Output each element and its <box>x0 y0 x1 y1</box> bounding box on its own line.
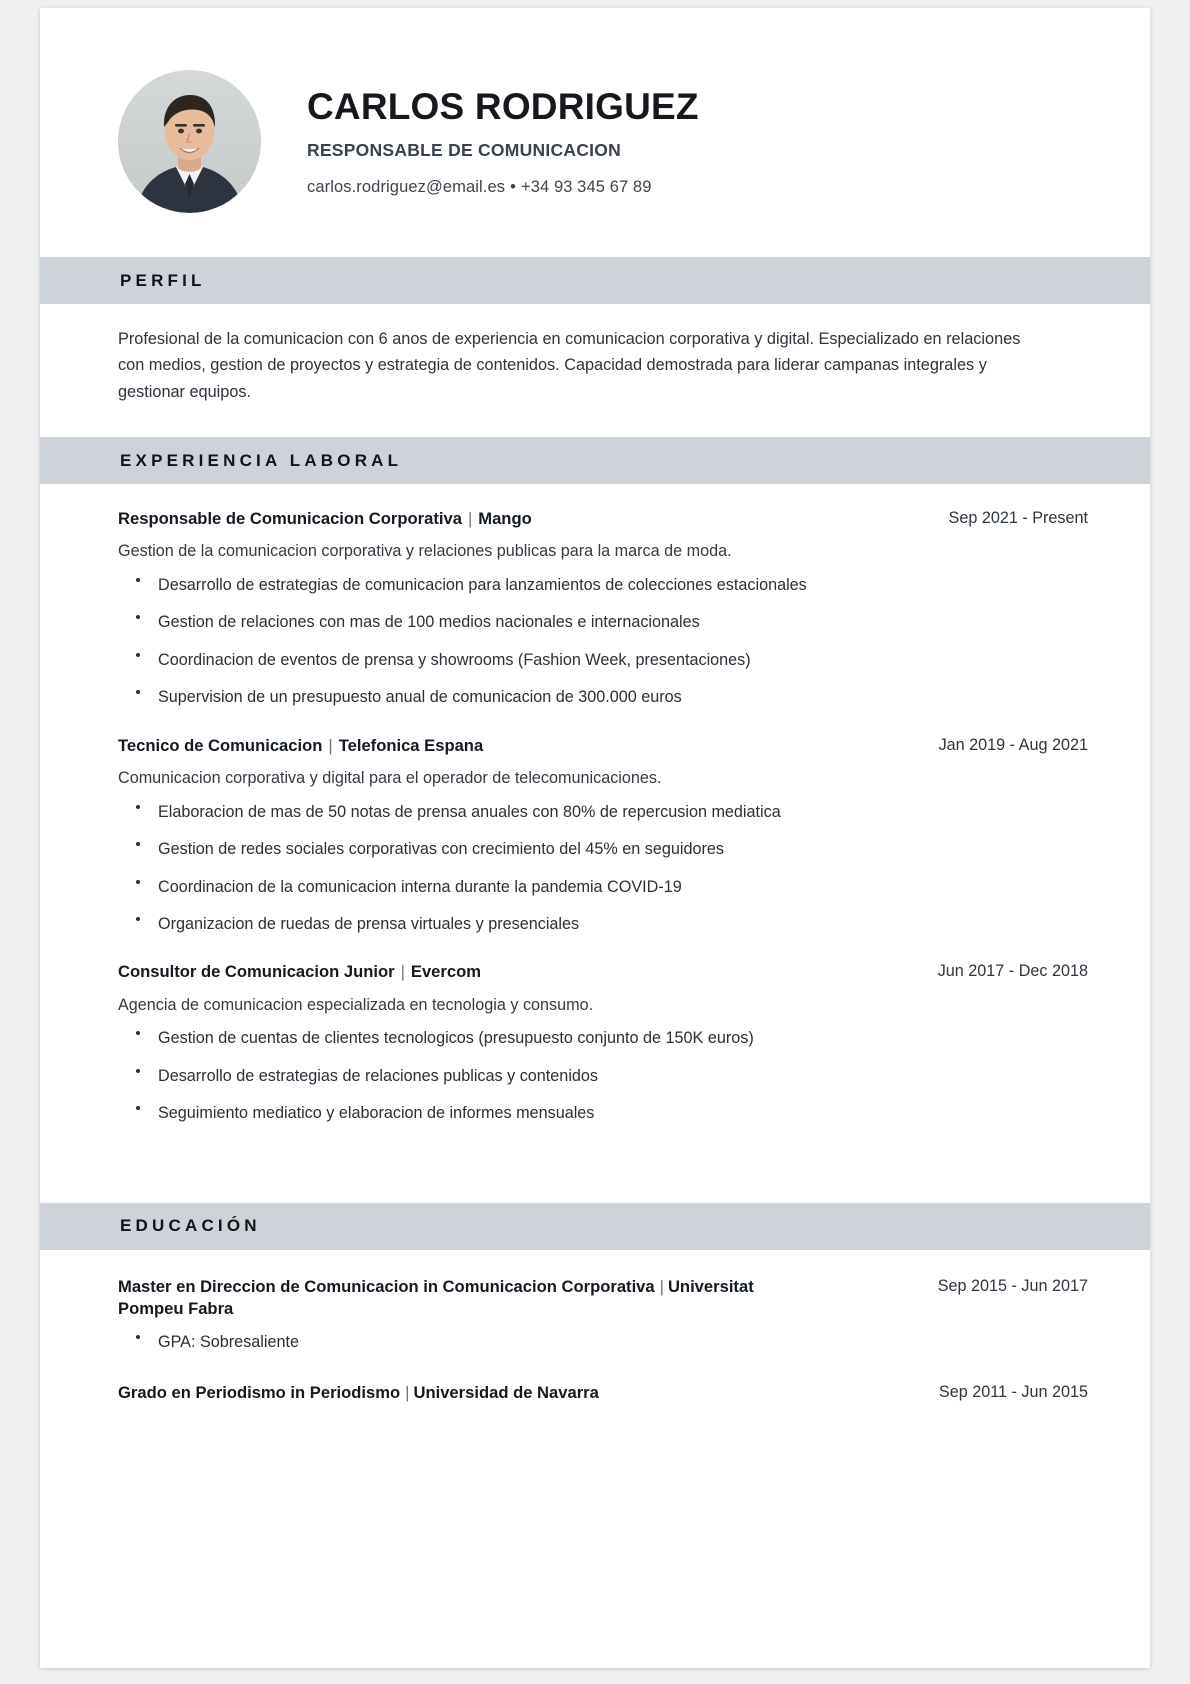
entry-bullets <box>118 801 1088 937</box>
list-item <box>118 611 1088 634</box>
list-item <box>118 801 1088 824</box>
profile-text: Profesional de la comunicacion con 6 anos de experiencia en comunicacion corporativa y digital. Especializado en relaciones con medios, gestion de proyectos y estrategia de contenidos. Capacidad demostrada para liderar campanas integrales y gestionar equipos. <box>118 330 1021 401</box>
bullet-text: Elaboracion de mas de 50 notas de prensa anuales con 80% de repercusion mediatica <box>158 802 781 821</box>
resume-header <box>40 8 1150 257</box>
entry-bullets <box>118 1027 1088 1125</box>
bullet-text: Gestion de redes sociales corporativas con crecimiento del 45% en seguidores <box>158 840 724 859</box>
section-spacer <box>118 1151 1088 1177</box>
company-name: Mango <box>478 509 532 529</box>
experience-entry <box>118 961 1088 1125</box>
list-item <box>118 1027 1088 1050</box>
title-separator: | <box>659 1276 664 1296</box>
entry-date: Jan 2019 - Aug 2021 <box>938 735 1088 754</box>
entry-description: Comunicacion corporativa y digital para el operador de telecomunicaciones. <box>118 769 662 788</box>
title-separator: | <box>400 962 405 982</box>
email-text[interactable]: carlos.rodriguez@email.es <box>307 178 506 197</box>
entry-header <box>118 1276 1088 1321</box>
bullet-text: Gestion de relaciones con mas de 100 medios nacionales e internacionales <box>158 613 700 632</box>
entry-description: Agencia de comunicacion especializada en tecnologia y consumo. <box>118 995 594 1014</box>
entry-header <box>118 735 1088 757</box>
job-title: Responsable de Comunicacion Corporativa <box>118 509 462 529</box>
experience-entry <box>118 735 1088 937</box>
bullet-icon <box>136 1335 140 1339</box>
company-name: Telefonica Espana <box>338 735 484 755</box>
section-band-profile <box>40 257 1150 304</box>
bullet-icon <box>136 1031 140 1035</box>
bullet-icon <box>136 615 140 619</box>
bullet-text: Gestion de cuentas de clientes tecnologicos (presupuesto conjunto de 150K euros) <box>158 1029 754 1048</box>
list-item <box>118 876 1088 899</box>
entry-date: Sep 2021 - Present <box>948 509 1088 528</box>
identity-block <box>307 86 699 197</box>
section-title-education: EDUCACIÓN <box>120 1216 261 1236</box>
entry-header <box>118 1382 1088 1405</box>
list-item <box>118 574 1088 597</box>
bullet-icon <box>136 805 140 809</box>
bullet-icon <box>136 880 140 884</box>
bullet-text: Desarrollo de estrategias de relaciones publicas y contenidos <box>158 1066 599 1085</box>
entry-title <box>118 735 483 757</box>
list-item <box>118 1102 1088 1125</box>
entry-header <box>118 961 1088 983</box>
bullet-icon <box>136 842 140 846</box>
company-name: Evercom <box>410 962 481 982</box>
degree-name: Master en Direccion de Comunicacion in Comunicacion Corporativa <box>118 1276 655 1296</box>
bullet-icon <box>136 917 140 921</box>
bullet-icon <box>136 1069 140 1073</box>
phone-text[interactable]: +34 93 345 67 89 <box>520 178 652 197</box>
contact-separator: • <box>510 178 516 197</box>
title-separator: | <box>405 1383 410 1403</box>
bullet-text: Coordinacion de la comunicacion interna durante la pandemia COVID-19 <box>158 877 682 896</box>
job-title: Consultor de Comunicacion Junior <box>118 962 395 982</box>
institution-name: Universitat Pompeu Fabra <box>118 1276 754 1319</box>
entry-description: Gestion de la comunicacion corporativa y relaciones publicas para la marca de moda. <box>118 542 732 561</box>
contact-line <box>307 178 699 197</box>
list-item <box>118 649 1088 672</box>
entry-bullets <box>118 574 1088 710</box>
entry-date: Sep 2011 - Jun 2015 <box>938 1383 1088 1402</box>
section-title-profile: PERFIL <box>120 270 206 290</box>
section-band-education <box>40 1203 1150 1250</box>
experience-entry <box>118 508 1088 710</box>
page-title: CARLOS RODRIGUEZ <box>307 85 699 127</box>
entry-date: Jun 2017 - Dec 2018 <box>937 962 1088 981</box>
bullet-text: GPA: Sobresaliente <box>158 1332 299 1351</box>
entry-title <box>118 1382 599 1405</box>
bullet-text: Supervision de un presupuesto anual de comunicacion de 300.000 euros <box>158 688 682 707</box>
list-item <box>118 1331 1088 1354</box>
bullet-icon <box>136 1106 140 1110</box>
profile-section <box>40 304 1150 437</box>
bullet-icon <box>136 690 140 694</box>
resume-page <box>40 8 1150 1668</box>
entry-title <box>118 1276 758 1321</box>
institution-name: Universidad de Navarra <box>413 1383 599 1403</box>
profile-photo-icon <box>118 70 261 213</box>
section-band-experience <box>40 437 1150 484</box>
list-item <box>118 1065 1088 1088</box>
list-item <box>118 686 1088 709</box>
education-entry <box>118 1276 1088 1355</box>
bullet-text: Seguimiento mediatico y elaboracion de informes mensuales <box>158 1104 595 1123</box>
entry-header <box>118 508 1088 530</box>
list-item <box>118 913 1088 936</box>
entry-title <box>118 508 532 530</box>
entry-title <box>118 961 481 983</box>
job-role: RESPONSABLE DE COMUNICACION <box>307 140 621 161</box>
title-separator: | <box>467 509 473 529</box>
degree-name: Grado en Periodismo in Periodismo <box>118 1383 401 1403</box>
education-section <box>40 1250 1150 1405</box>
experience-section <box>40 484 1150 1202</box>
title-separator: | <box>328 735 333 755</box>
bullet-text: Desarrollo de estrategias de comunicacion para lanzamientos de colecciones estacionales <box>158 575 807 594</box>
section-title-experience: EXPERIENCIA LABORAL <box>120 450 403 470</box>
bullet-icon <box>136 578 140 582</box>
list-item <box>118 838 1088 861</box>
bullet-text: Organizacion de ruedas de prensa virtuales y presenciales <box>158 915 580 933</box>
entry-date: Sep 2015 - Jun 2017 <box>937 1276 1088 1295</box>
bullet-text: Coordinacion de eventos de prensa y showrooms (Fashion Week, presentaciones) <box>158 650 751 669</box>
bullet-icon <box>136 653 140 657</box>
education-entry <box>118 1382 1088 1405</box>
avatar <box>118 70 261 213</box>
entry-bullets <box>118 1331 1088 1354</box>
job-title: Tecnico de Comunicacion <box>118 735 323 755</box>
